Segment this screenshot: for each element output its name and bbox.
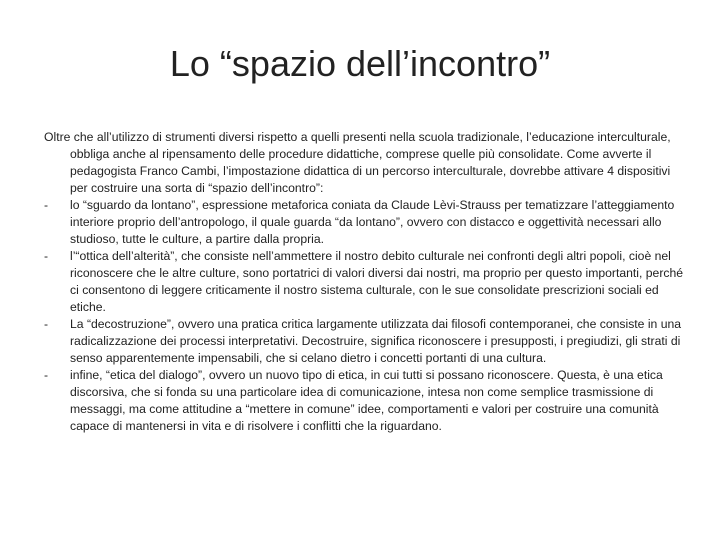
list-item bbox=[44, 197, 684, 248]
dispositivi-list bbox=[44, 197, 684, 435]
bullet-dash: - bbox=[44, 198, 49, 212]
list-item bbox=[44, 248, 684, 316]
list-item bbox=[44, 367, 684, 435]
list-item-text: infine, “etica del dialogo”, ovvero un nuovo tipo di etica, in cui tutti si possano riconoscere. Questa, è una etica discorsiva, che si fonda su una particolare idea di comunicazione, intesa non come semplice trasmissione di messaggi, ma come attitudine a “mettere in comune” idee, comportamenti e valori per costruire una comunità capace di mantenersi in vita e di risolvere i conflitti che la riguardano. bbox=[70, 368, 663, 433]
list-item bbox=[44, 316, 684, 367]
slide-body bbox=[44, 129, 684, 435]
list-item-text: La “decostruzione”, ovvero una pratica critica largamente utilizzata dai filosofi contemporanei, che consiste in una radicalizzazione dei processi interpretativi. Decostruire, significa riconoscere i presupposti, i pregiudizi, gli strati di senso apparentemente impensabili, che si celano dietro i concetti portanti di una cultura. bbox=[70, 317, 682, 365]
bullet-dash: - bbox=[44, 317, 49, 331]
list-item-text: l’“ottica dell’alterità”, che consiste nell’ammettere il nostro debito culturale nei confronti degli altri popoli, cioè nel riconoscere che le altre culture, sono portatrici di valori diversi dai nostri, ma proprio per questo importanti, perché ci consentono di leggere criticamente il nostro sistema culturale, con le sue consolidate prescrizioni sociali ed etiche. bbox=[70, 249, 684, 314]
bullet-dash: - bbox=[44, 368, 49, 382]
list-item-text: lo “sguardo da lontano”, espressione metaforica coniata da Claude Lèvi-Strauss per tematizzare l’atteggiamento interiore proprio dell’antropologo, il quale guarda “da lontano”, ovvero con distacco e oggettività necessari allo studioso, tutte le culture, a partire dalla propria. bbox=[70, 198, 675, 246]
intro-paragraph: Oltre che all’utilizzo di strumenti diversi rispetto a quelli presenti nella scuola tradizionale, l’educazione interculturale, obbliga anche al ripensamento delle procedure didattiche, comprese quelle più consolidate. Come avverte il pedagogista Franco Cambi, l’impostazione didattica di un percorso interculturale, dovrebbe attivare 4 dispositivi per costruire una sorta di “spazio dell’incontro”: bbox=[44, 130, 671, 195]
bullet-dash: - bbox=[44, 249, 49, 263]
slide-title: Lo “spazio dell’incontro” bbox=[169, 43, 551, 84]
